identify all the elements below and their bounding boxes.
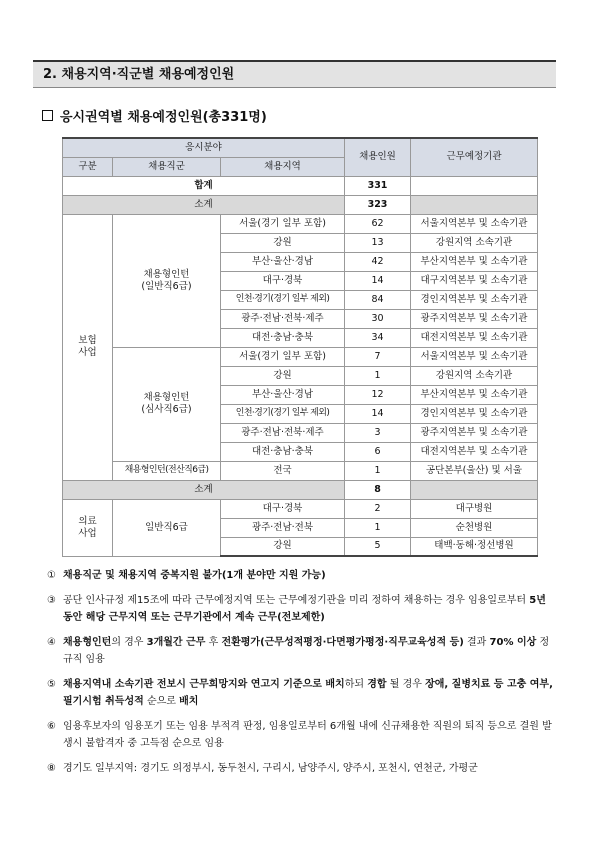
note-1: ① 채용직군 및 채용지역 중복지원 불가(1개 분야만 지원 가능): [47, 570, 326, 581]
region-cell: 서울(경기 일부 포함): [221, 347, 345, 366]
agency-cell: 강원지역 소속기관: [411, 233, 538, 252]
insurance-subtotal-label: 소계: [63, 195, 345, 214]
total-agency: [411, 176, 538, 195]
region-cell: 전국: [221, 461, 345, 480]
header-job-group: 채용직군: [113, 157, 221, 176]
table-row: [63, 347, 538, 366]
medical-subtotal-label: 소계: [63, 480, 345, 499]
division-insurance: 보험 사업: [63, 214, 113, 480]
job-review-intern: 채용형인턴 (심사직6급): [113, 347, 221, 461]
region-cell: 광주·전남·전북·제주: [221, 423, 345, 442]
insurance-subtotal-row: [63, 195, 538, 214]
region-cell: 강원: [221, 366, 345, 385]
agency-cell: 공단본부(울산) 및 서울: [411, 461, 538, 480]
region-cell: 대구·경북: [221, 271, 345, 290]
total-row: [63, 176, 538, 195]
section-title: 2. 채용지역·직군별 채용예정인원: [33, 60, 556, 88]
job-general-intern: 채용형인턴 (일반직6급): [113, 214, 221, 347]
medical-subtotal-agency: [411, 480, 538, 499]
job-medical-general: 일반직6급: [113, 499, 221, 556]
header-field-group: 응시분야: [63, 138, 345, 157]
table-row: [63, 214, 538, 233]
region-cell: 광주·전남·전북: [221, 518, 345, 537]
count-cell: 7: [345, 347, 411, 366]
notes: [47, 567, 557, 785]
sub-heading-text: 응시권역별 채용예정인원(총331명): [60, 110, 267, 125]
count-cell: 84: [345, 290, 411, 309]
count-cell: 1: [345, 461, 411, 480]
count-cell: 62: [345, 214, 411, 233]
note-5: ⑤ 채용지역내 소속기관 전보시 근무희망지와 연고지 기준으로 배치하되 경합 될 경우 장애, 질병치료 등 고충 여부, 필기시험 취득성적 순으로 배치: [47, 679, 553, 707]
agency-cell: 광주지역본부 및 소속기관: [411, 309, 538, 328]
medical-subtotal-count: 8: [345, 480, 411, 499]
count-cell: 5: [345, 537, 411, 556]
agency-cell: 광주지역본부 및 소속기관: [411, 423, 538, 442]
agency-cell: 경인지역본부 및 소속기관: [411, 290, 538, 309]
count-cell: 3: [345, 423, 411, 442]
header-region: 채용지역: [221, 157, 345, 176]
region-cell: 강원: [221, 537, 345, 556]
medical-subtotal-row: [63, 480, 538, 499]
agency-cell: 부산지역본부 및 소속기관: [411, 385, 538, 404]
count-cell: 12: [345, 385, 411, 404]
note-3: ③ 공단 인사규정 제15조에 따라 근무예정지역 또는 근무예정기관을 미리 정하여 채용하는 경우 임용일로부터 5년 동안 해당 근무지역 또는 근무기관에서 계속 근무(전보제한): [47, 595, 546, 623]
job-it-intern: 채용형인턴(전산직6급): [113, 461, 221, 480]
count-cell: 14: [345, 404, 411, 423]
agency-cell: 서울지역본부 및 소속기관: [411, 214, 538, 233]
division-medical: 의료 사업: [63, 499, 113, 556]
count-cell: 1: [345, 518, 411, 537]
count-cell: 14: [345, 271, 411, 290]
square-bullet-icon: [42, 110, 53, 121]
agency-cell: 대구지역본부 및 소속기관: [411, 271, 538, 290]
note-4: ④ 채용형인턴의 경우 3개월간 근무 후 전환평가(근무성적평정·다면평가평정·직무교육성적 등) 결과 70% 이상 정규직 임용: [47, 637, 550, 665]
note-6: ⑥ 임용후보자의 임용포기 또는 임용 부적격 판정, 임용일로부터 6개월 내에 신규채용한 직원의 퇴직 등으로 결원 발생시 불합격자 중 고득점 순으로 임용: [47, 721, 552, 749]
region-cell: 대전·충남·충북: [221, 442, 345, 461]
count-cell: 30: [345, 309, 411, 328]
count-cell: 42: [345, 252, 411, 271]
agency-cell: 경인지역본부 및 소속기관: [411, 404, 538, 423]
agency-cell: 대전지역본부 및 소속기관: [411, 442, 538, 461]
insurance-subtotal-agency: [411, 195, 538, 214]
agency-cell: 부산지역본부 및 소속기관: [411, 252, 538, 271]
count-cell: 13: [345, 233, 411, 252]
header-division: 구분: [63, 157, 113, 176]
count-cell: 6: [345, 442, 411, 461]
agency-cell: 대전지역본부 및 소속기관: [411, 328, 538, 347]
sub-heading: [42, 106, 267, 125]
header-count: 채용인원: [345, 138, 411, 176]
insurance-subtotal-count: 323: [345, 195, 411, 214]
region-cell: 인천·경기(경기 일부 제외): [221, 290, 345, 309]
count-cell: 34: [345, 328, 411, 347]
region-cell: 광주·전남·전북·제주: [221, 309, 345, 328]
table-row: [63, 499, 538, 518]
region-cell: 서울(경기 일부 포함): [221, 214, 345, 233]
note-8: ⑧ 경기도 일부지역: 경기도 의정부시, 동두천시, 구리시, 남양주시, 양주시, 포천시, 연천군, 가평군: [47, 763, 478, 774]
table-row: [63, 461, 538, 480]
agency-cell: 태백·동해·정선병원: [411, 537, 538, 556]
count-cell: 1: [345, 366, 411, 385]
agency-cell: 대구병원: [411, 499, 538, 518]
total-count: 331: [345, 176, 411, 195]
total-label: 합계: [63, 176, 345, 195]
count-cell: 2: [345, 499, 411, 518]
agency-cell: 순천병원: [411, 518, 538, 537]
region-cell: 부산·울산·경남: [221, 385, 345, 404]
header-agency: 근무예정기관: [411, 138, 538, 176]
region-cell: 대구·경북: [221, 499, 345, 518]
region-cell: 강원: [221, 233, 345, 252]
hiring-plan-table: [62, 137, 538, 557]
region-cell: 부산·울산·경남: [221, 252, 345, 271]
agency-cell: 강원지역 소속기관: [411, 366, 538, 385]
region-cell: 인천·경기(경기 일부 제외): [221, 404, 345, 423]
agency-cell: 서울지역본부 및 소속기관: [411, 347, 538, 366]
region-cell: 대전·충남·충북: [221, 328, 345, 347]
